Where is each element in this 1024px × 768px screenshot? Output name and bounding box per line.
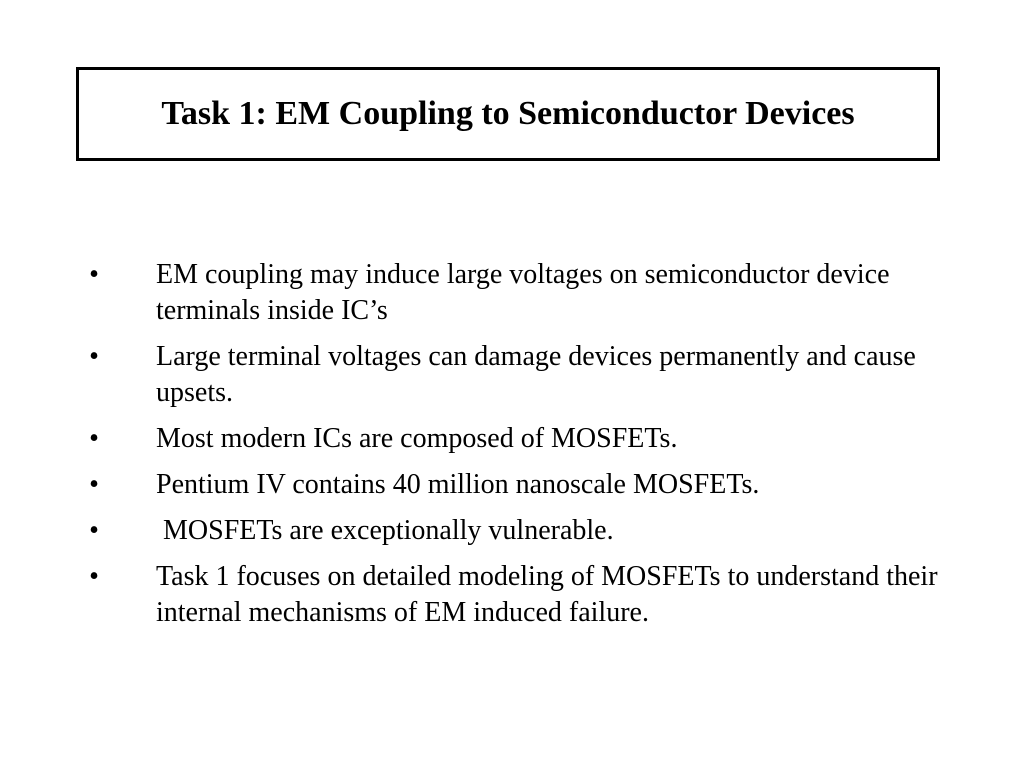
bullet-icon: • [89,469,99,500]
bullet-icon: • [89,515,99,546]
title-box [76,67,940,161]
bullet-item [84,559,984,631]
bullet-item [84,257,984,329]
bullet-text: EM coupling may induce large voltages on semiconductor device terminals inside IC’s [156,259,897,326]
bullet-text: Large terminal voltages can damage devices permanently and cause upsets. [156,341,923,408]
bullet-icon: • [89,341,99,372]
bullet-text: Task 1 focuses on detailed modeling of MOSFETs to understand their internal mechanisms of EM induced failure. [156,561,945,628]
bullet-text: Pentium IV contains 40 million nanoscale MOSFETs. [156,469,760,500]
bullet-item [84,467,984,503]
bullet-icon: • [89,423,99,454]
bullet-icon: • [89,259,99,290]
bullet-item [84,513,984,549]
bullet-item [84,421,984,457]
slide-title: Task 1: EM Coupling to Semiconductor Devices [161,95,855,132]
bullet-icon: • [89,561,99,592]
bullet-item [84,339,984,411]
bullet-text: Most modern ICs are composed of MOSFETs. [156,423,678,454]
bullet-text: MOSFETs are exceptionally vulnerable. [156,515,614,546]
bullet-list [84,257,984,641]
